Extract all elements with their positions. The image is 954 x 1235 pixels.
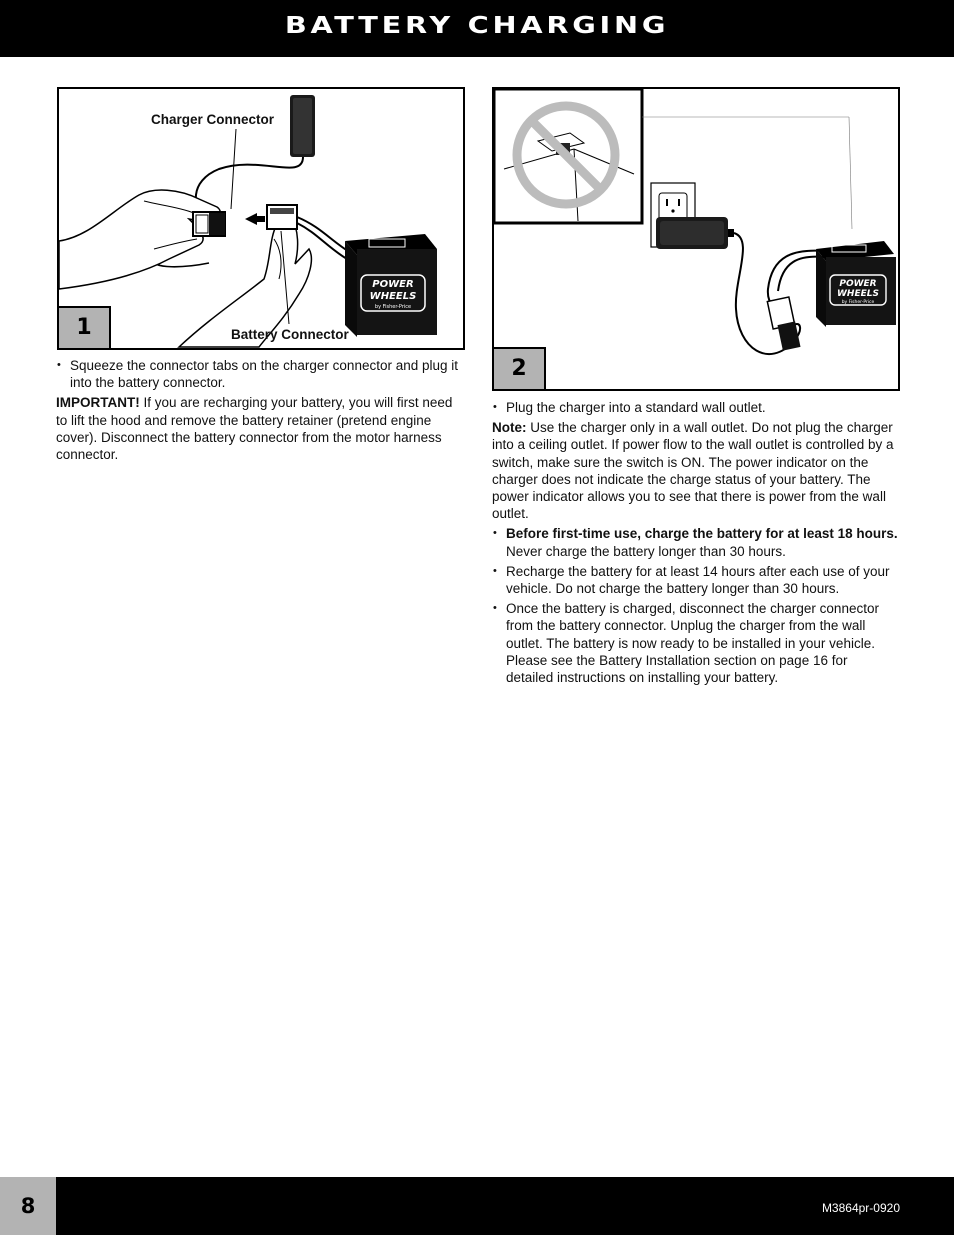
wall-outlet-illustration [494,89,898,389]
bullet-first-time-charge [492,525,898,559]
insert-arrow-icon [245,213,265,225]
brand-line-3: by Fisher-Price [841,300,875,305]
bullet-recharge-after-use: • Recharge the battery for at least 14 hours after each use of your vehicle. Do not charge the battery longer than 30 hours. [492,563,898,597]
charger-connector-label: Charger Connector [151,112,275,127]
brand-line-1: POWER [839,279,877,289]
step-badge-2: 2 [494,347,546,389]
note-label: Note: [492,420,527,436]
step-1-instructions [56,357,461,466]
step-badge-1: 1 [59,306,111,348]
page-title: BATTERY CHARGING [284,13,670,39]
bullet-squeeze-connector: • Squeeze the connector tabs on the charger connector and plug it into the battery connector. [56,357,461,391]
page-number: 8 [0,1177,56,1235]
note-paragraph [492,419,898,522]
charger-connector-icon [777,321,800,350]
brand-line-1: POWER [372,279,414,290]
bullet-plug-charger: • Plug the charger into a standard wall outlet. [492,399,898,416]
bullet-disconnect-charger: • Once the battery is charged, disconnect the charger connector from the battery connector. Unplug the charger from the wall outlet. The battery is now ready to be installed in your vehicle. Please see the Battery Installation section on page 16 for detailed instructions on installing your battery. [492,600,898,686]
figure-1-connector-illustration [57,87,465,350]
figure-2-wall-outlet-illustration [492,87,900,391]
document-code: M3864pr-0920 [821,1201,900,1215]
brand-line-2: WHEELS [369,291,417,302]
first-time-charge-bold: Before first-time use, charge the battery for at least 18 hours. [506,526,898,542]
important-text: If you are recharging your battery, you will first need to lift the hood and remove the battery retainer (pretend engine cover). Disconnect the battery connector from the motor harness connector. [56,395,453,463]
note-text: Use the charger only in a wall outlet. Do not plug the charger into a ceiling outlet. If power flow to the wall outlet is controlled by a switch, make sure the switch is ON. The power indicator on the charger does not indicate the charge status of your battery. The power indicator allows you to see that there is power from the wall outlet. [492,420,894,522]
brand-line-2: WHEELS [837,289,879,299]
important-paragraph [56,394,461,463]
battery-connector-label: Battery Connector [231,327,349,342]
brand-line-3: by Fisher-Price [374,304,412,310]
footer-bar [0,1177,954,1235]
first-time-charge-text: Never charge the battery longer than 30 hours. [506,543,786,559]
important-label: IMPORTANT! [56,395,140,411]
header-bar [0,0,954,57]
step-2-instructions [492,399,898,689]
connector-illustration [59,89,463,348]
